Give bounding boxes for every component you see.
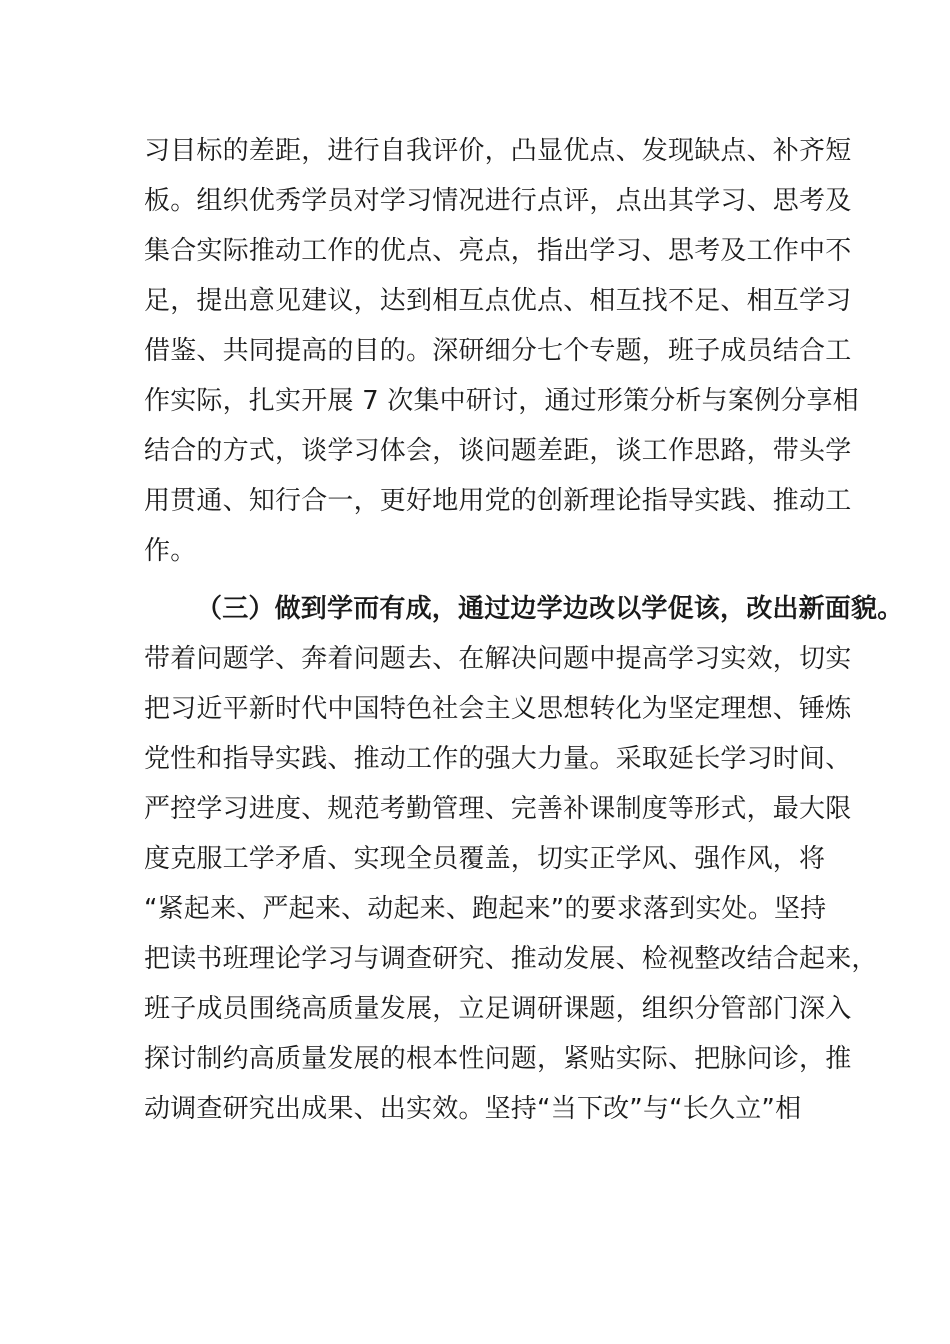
text-line: 作。 [144, 536, 197, 566]
text-line: 用贯通、知行合一，更好地用党的创新理论指导实践、推动工 [144, 486, 852, 516]
text-line: 严控学习进度、规范考勤管理、完善补课制度等形式，最大限 [144, 794, 852, 824]
text-line: 集合实际推动工作的优点、亮点，指出学习、思考及工作中不 [144, 236, 852, 266]
document-body [144, 126, 904, 1134]
text-line: 借鉴、共同提高的目的。深研细分七个专题，班子成员结合工 [144, 336, 852, 366]
text-line: 习目标的差距，进行自我评价，凸显优点、发现缺点、补齐短 [144, 136, 852, 166]
text-line: 结合的方式，谈学习体会，谈问题差距，谈工作思路，带头学 [144, 436, 852, 466]
text-line: “紧起来、严起来、动起来、跑起来”的要求落到实处。坚持 [144, 894, 827, 924]
text-line: 把习近平新时代中国特色社会主义思想转化为坚定理想、锤炼 [144, 694, 852, 724]
text-line: 作实际，扎实开展 7 次集中研讨，通过形策分析与案例分享相 [144, 386, 859, 416]
text-line: 党性和指导实践、推动工作的强大力量。采取延长学习时间、 [144, 744, 852, 774]
text-line: 度克服工学矛盾、实现全员覆盖，切实正学风、强作风，将 [144, 844, 826, 874]
paragraph-continued [144, 126, 859, 576]
text-line: 把读书班理论学习与调查研究、推动发展、检视整改结合起来， [144, 944, 878, 974]
text-line: 班子成员围绕高质量发展，立足调研课题，组织分管部门深入 [144, 994, 852, 1024]
section-three [144, 584, 904, 1134]
text-line: 板。组织优秀学员对学习情况进行点评，点出其学习、思考及 [144, 186, 852, 216]
text-line: 动调查研究出成果、出实效。坚持“当下改”与“长久立”相 [144, 1094, 802, 1124]
text-line: 足，提出意见建议，达到相互点优点、相互找不足、相互学习 [144, 286, 852, 316]
text-line: 探讨制约高质量发展的根本性问题，紧贴实际、把脉问诊，推 [144, 1044, 852, 1074]
section-heading: （三）做到学而有成，通过边学边改以学促该，改出新面貌。 [196, 594, 904, 624]
paragraph-gap [144, 576, 844, 584]
text-line: 带着问题学、奔着问题去、在解决问题中提高学习实效，切实 [144, 644, 852, 674]
